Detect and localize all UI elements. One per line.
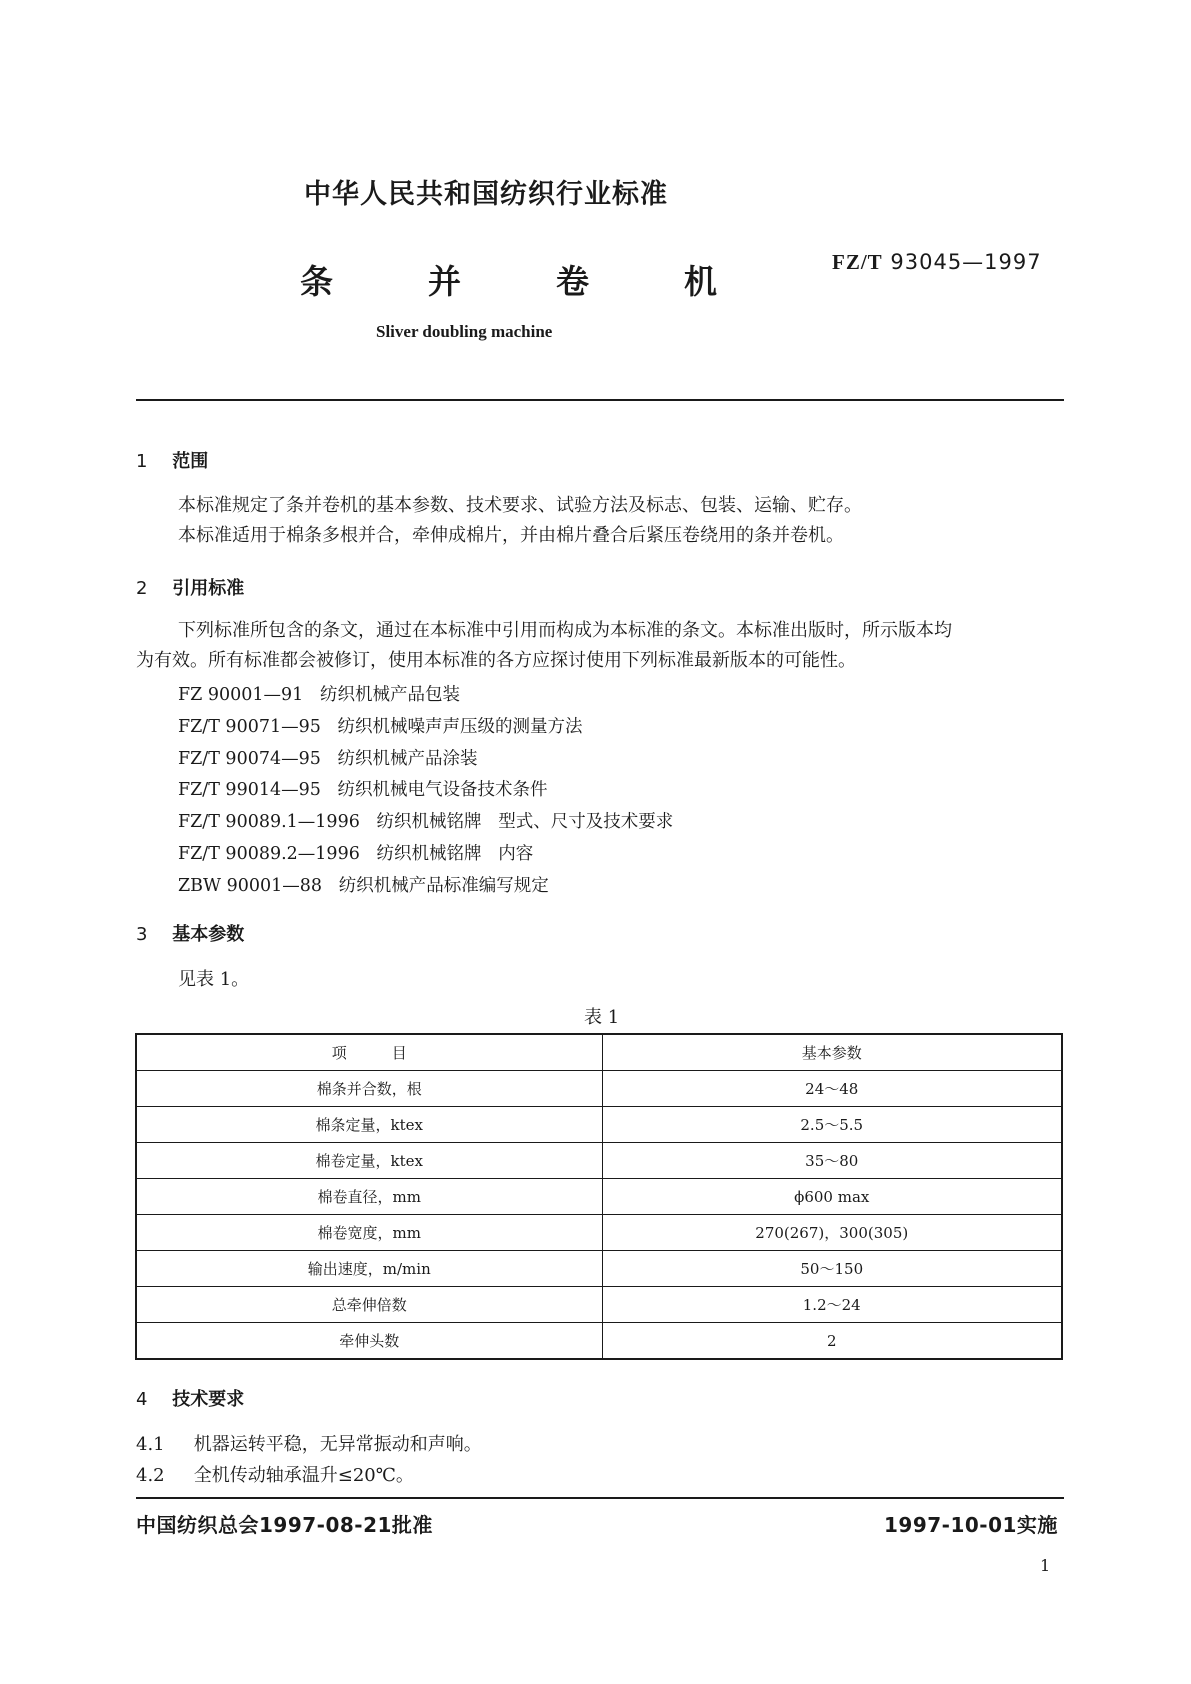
parameter-name-cell: 棉卷定量，ktex — [136, 1143, 602, 1179]
title-char: 机 — [684, 262, 717, 301]
requirement-text: 全机传动轴承温升≤20℃。 — [193, 1465, 414, 1486]
table-row — [136, 1251, 1062, 1287]
section-title: 范围 — [172, 451, 209, 472]
section-3-heading — [136, 920, 244, 946]
reference-item: FZ 90001—91 纺织机械产品包装 — [178, 685, 460, 705]
section-title: 基本参数 — [172, 924, 245, 945]
section-4-heading — [136, 1385, 244, 1411]
footer-divider — [136, 1497, 1064, 1499]
section-title: 技术要求 — [172, 1389, 245, 1410]
issuing-body: 中华人民共和国纺织行业标准 — [304, 179, 668, 210]
reference-item: FZ/T 99014—95 纺织机械电气设备技术条件 — [178, 780, 548, 800]
table-row — [136, 1287, 1062, 1323]
section-number: 1 — [136, 451, 148, 472]
header-value: 基本参数 — [602, 1034, 1062, 1071]
section-2-heading — [136, 574, 244, 600]
table-header-row — [136, 1034, 1062, 1071]
parameter-value-cell: 35～80 — [602, 1143, 1062, 1179]
section-2-intro-line-1: 下列标准所包含的条文，通过在本标准中引用而构成为本标准的条文。本标准出版时，所示版本均 — [178, 620, 952, 641]
requirement-item — [136, 1430, 482, 1456]
parameter-name-cell: 牵伸头数 — [136, 1323, 602, 1360]
table-row — [136, 1323, 1062, 1360]
table-row — [136, 1071, 1062, 1107]
section-number: 2 — [136, 578, 148, 599]
english-title: Sliver doubling machine — [376, 322, 553, 341]
standard-prefix: FZ/T — [832, 250, 883, 274]
standard-number — [832, 250, 1042, 275]
parameter-name-cell: 总牵伸倍数 — [136, 1287, 602, 1323]
parameter-value-cell: 2.5～5.5 — [602, 1107, 1062, 1143]
table-row — [136, 1215, 1062, 1251]
parameter-name-cell: 输出速度，m/min — [136, 1251, 602, 1287]
table-row — [136, 1143, 1062, 1179]
title-char: 卷 — [556, 262, 589, 301]
parameter-value-cell: 1.2～24 — [602, 1287, 1062, 1323]
section-number: 4 — [136, 1389, 148, 1410]
parameter-name-cell: 棉卷直径，mm — [136, 1179, 602, 1215]
parameter-value-cell: 2 — [602, 1323, 1062, 1360]
parameter-name-cell: 棉卷宽度，mm — [136, 1215, 602, 1251]
section-1-para-2: 本标准适用于棉条多根并合，牵伸成棉片，并由棉片叠合后紧压卷绕用的条并卷机。 — [178, 525, 844, 546]
page-number: 1 — [1040, 1556, 1051, 1575]
parameter-value-cell: 270(267)，300(305) — [602, 1215, 1062, 1251]
section-1-heading — [136, 447, 208, 473]
reference-item: FZ/T 90071—95 纺织机械噪声声压级的测量方法 — [178, 717, 583, 737]
parameter-value-cell: 50～150 — [602, 1251, 1062, 1287]
parameter-value-cell: ϕ600 max — [602, 1179, 1062, 1215]
approval-line: 中国纺织总会1997-08-21批准 — [136, 1513, 433, 1537]
effective-date: 1997-10-01实施 — [884, 1513, 1058, 1537]
requirement-number: 4.1 — [136, 1434, 165, 1455]
see-table-note: 见表 1。 — [178, 969, 250, 990]
header-item: 项 目 — [136, 1034, 602, 1071]
title-char: 条 — [300, 262, 333, 301]
parameter-value-cell: 24～48 — [602, 1071, 1062, 1107]
document-title — [300, 256, 812, 303]
reference-item: FZ/T 90089.2—1996 纺织机械铭牌 内容 — [178, 844, 534, 864]
requirement-text: 机器运转平稳，无异常振动和声响。 — [193, 1434, 482, 1455]
basic-parameters-table — [135, 1033, 1063, 1360]
title-char: 并 — [428, 262, 461, 301]
reference-item: FZ/T 90089.1—1996 纺织机械铭牌 型式、尺寸及技术要求 — [178, 812, 674, 832]
parameter-name-cell: 棉条定量，ktex — [136, 1107, 602, 1143]
requirement-number: 4.2 — [136, 1465, 165, 1486]
section-1-para-1: 本标准规定了条并卷机的基本参数、技术要求、试验方法及标志、包装、运输、贮存。 — [178, 495, 862, 516]
reference-item: FZ/T 90074—95 纺织机械产品涂装 — [178, 749, 478, 769]
parameter-name-cell: 棉条并合数，根 — [136, 1071, 602, 1107]
section-title: 引用标准 — [172, 578, 245, 599]
requirement-item — [136, 1461, 414, 1487]
standard-code: 93045—1997 — [890, 250, 1042, 274]
section-number: 3 — [136, 924, 148, 945]
reference-item: ZBW 90001—88 纺织机械产品标准编写规定 — [178, 876, 549, 896]
table-row — [136, 1179, 1062, 1215]
table-caption: 表 1 — [584, 1007, 620, 1028]
table-row — [136, 1107, 1062, 1143]
section-2-intro-line-2: 为有效。所有标准都会被修订，使用本标准的各方应探讨使用下列标准最新版本的可能性。 — [136, 650, 856, 671]
header-divider — [136, 399, 1064, 401]
